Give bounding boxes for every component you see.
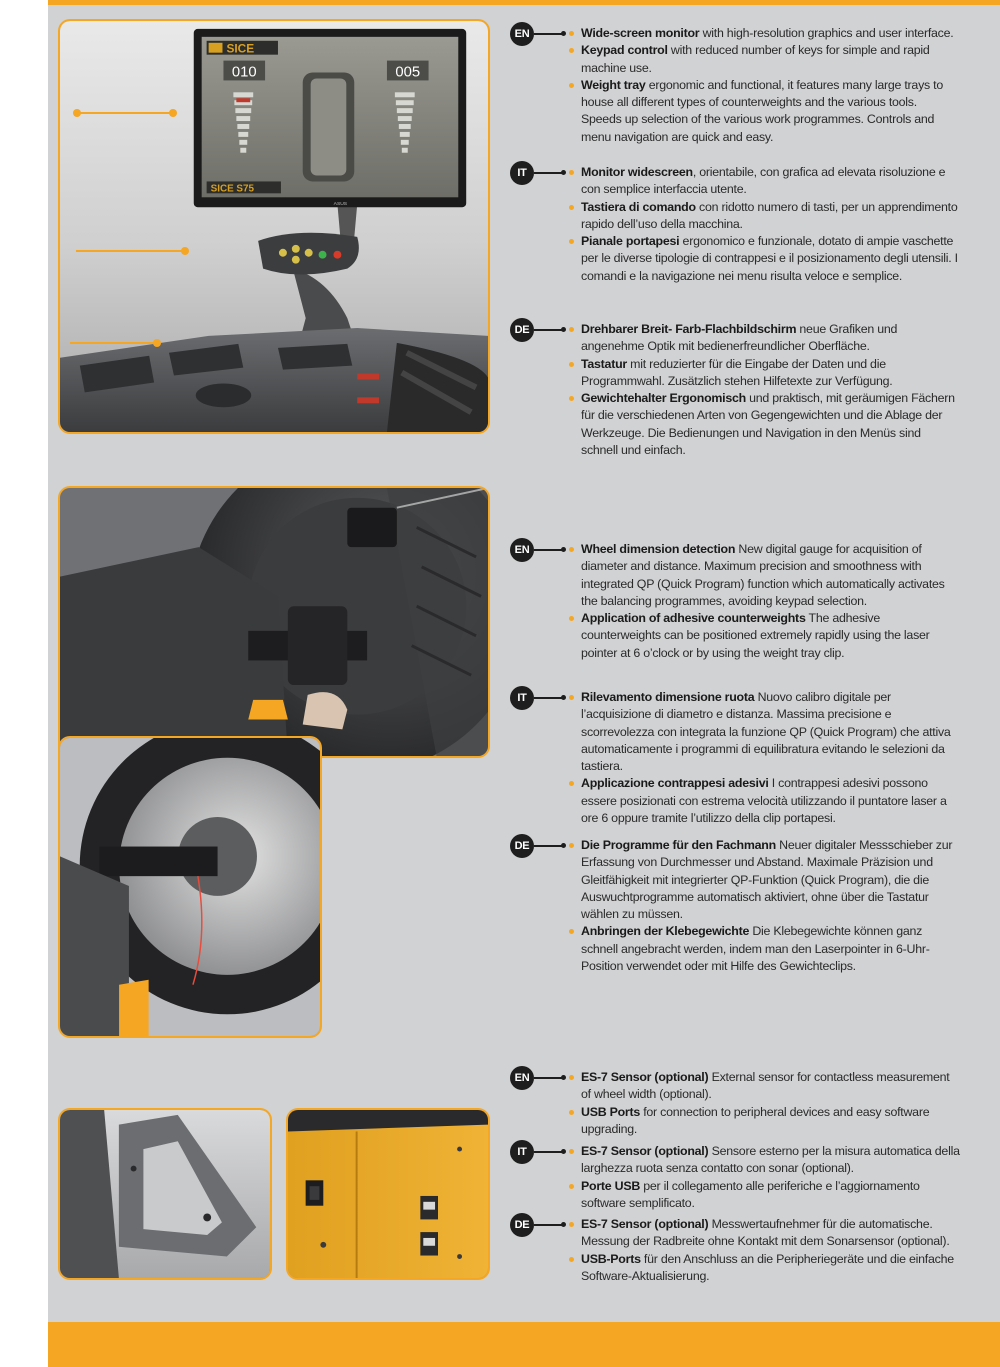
lang-badge-it: IT [510, 686, 534, 710]
item-text: External sensor for contactless measurement of wheel width (optional). [581, 1070, 950, 1102]
bullet-list [568, 321, 960, 459]
list-item [568, 321, 960, 356]
monitor-make: ASUS [333, 202, 348, 208]
section3-en-block [510, 1069, 960, 1138]
item-title: Weight tray [581, 77, 646, 92]
section2-de-block [510, 837, 960, 975]
item-title: Anbringen der Klebegewichte [581, 924, 750, 939]
section1-de-block [510, 321, 960, 459]
item-text: mit reduzierter für die Eingabe der Daten und die Programmwahl. Zusätzlich stehen Hilfetexte zur Verfügung. [581, 356, 893, 388]
item-title: USB-Ports [581, 1251, 641, 1266]
list-item [568, 390, 960, 459]
item-title: Application of adhesive counterweights [581, 611, 806, 626]
item-text: Messwertaufnehmer für die automatische. Messung der Radbreite ohne Kontakt mit dem Sonarsensor (optional). [581, 1217, 950, 1249]
list-item [568, 25, 960, 42]
bullet-list [568, 837, 960, 975]
item-text: neue Grafiken und angenehme Optik mit bedienerfreundlicher Oberfläche. [581, 322, 898, 354]
item-text: Die Klebegewichte können ganz schnell angebracht werden, indem man den Laserpointer in 6-Uhr-Position verwendet oder mit Hilfe des Gewichteclips. [581, 924, 930, 974]
bullet-list [568, 689, 960, 827]
monitor-right-value: 005 [395, 64, 421, 81]
item-title: Keypad control [581, 43, 668, 58]
bullet-list [568, 25, 960, 146]
item-text: und praktisch, mit geräumigen Fächern für die verschiedenen Arten von Gegengewichten und die Ablage der Werkzeuge. Die Bedienungen und Navigation in den Menüs sind schnell und einfach. [581, 391, 955, 458]
list-item [568, 356, 960, 391]
bullet-list [568, 1216, 960, 1285]
list-item [568, 1143, 960, 1178]
list-item [568, 775, 960, 827]
item-text: New digital gauge for acquisition of diameter and distance. Maximum precision and smoothness with integrated QP (Quick Program) function which automatically activates the balancing programmes, avoiding keypad selection. [581, 542, 945, 608]
pointer-monitor [76, 112, 174, 114]
item-title: ES-7 Sensor (optional) [581, 1144, 709, 1158]
monitor-left-value: 010 [231, 64, 257, 81]
photo-wheel-dimension-gauge [58, 486, 490, 758]
item-title: Pianale portapesi [581, 234, 680, 249]
item-title: Wheel dimension detection [581, 542, 736, 556]
item-title: Drehbarer Breit- Farb-Flachbildschirm [581, 322, 797, 336]
item-title: Tastiera di comando [581, 199, 696, 214]
section3-de-block [510, 1216, 960, 1285]
list-item [568, 199, 960, 234]
item-title: ES-7 Sensor (optional) [581, 1217, 709, 1231]
lang-badge-it: IT [510, 1140, 534, 1164]
lang-badge-de: DE [510, 1213, 534, 1237]
item-text: , orientabile, con grafica ad elevata risoluzione e con semplice interfaccia utente. [581, 165, 946, 197]
item-text: con ridotto numero di tasti, per un apprendimento rapido dell’uso della macchina. [581, 199, 958, 231]
bullet-list [568, 1069, 960, 1138]
list-item [568, 923, 960, 975]
item-title: Porte USB [581, 1178, 641, 1193]
item-title: Applicazione contrappesi adesivi [581, 776, 769, 791]
section2-it-block [510, 689, 960, 827]
item-text: Nuovo calibro digitale per l’acquisizione di diametro e distanza. Massima precisione e scorrevolezza con integrata la funzione QP (Quick Program) che attiva automaticamente i programmi di equilibratura evitando le selezioni da tastiera. [581, 690, 951, 774]
bottom-accent-bar [48, 1322, 1000, 1367]
section1-en-block [510, 25, 960, 146]
item-text: I contrappesi adesivi possono essere posizionati con estrema velocità utilizzando il puntatore laser a ore 6 oppure tramite l’utilizzo della clip portapesi. [581, 776, 947, 826]
lang-badge-en: EN [510, 22, 534, 46]
item-title: ES-7 Sensor (optional) [581, 1070, 709, 1084]
list-item [568, 541, 960, 610]
item-text: for connection to peripheral devices and easy software upgrading. [581, 1104, 930, 1136]
item-title: Rilevamento dimensione ruota [581, 690, 755, 704]
top-accent-stripe [48, 0, 1000, 5]
item-text: with high-resolution graphics and user interface. [699, 26, 954, 40]
list-item [568, 1178, 960, 1213]
pointer-keypad [76, 250, 186, 252]
photo-monitor-keypad-tray [58, 19, 490, 434]
photo-laser-pointer-wheel [58, 736, 322, 1038]
lang-connector [534, 1224, 564, 1226]
section1-it-block [510, 164, 960, 285]
bullet-list [568, 1143, 960, 1212]
section3-it-block [510, 1143, 960, 1212]
lang-badge-en: EN [510, 1066, 534, 1090]
lang-connector [534, 845, 564, 847]
lang-connector [534, 697, 564, 699]
pointer-tray [70, 342, 158, 344]
monitor-brand: SICE [226, 41, 255, 56]
list-item [568, 1104, 960, 1139]
lang-badge-de: DE [510, 318, 534, 342]
item-text: ergonomic and functional, it features many large trays to house all different types of counterweights and the various tools. Speeds up selection of the various work programmes. Controls and menu navigation are quick and easy. [581, 77, 943, 144]
item-text: with reduced number of keys for simple and rapid machine use. [581, 43, 930, 75]
list-item [568, 1069, 960, 1104]
list-item [568, 77, 960, 146]
lang-badge-it: IT [510, 161, 534, 185]
list-item [568, 1216, 960, 1251]
item-text: Sensore esterno per la misura automatica della larghezza ruota senza contatto con sonar (optional). [581, 1144, 960, 1176]
item-text: Neuer digitaler Messschieber zur Erfassung von Durchmesser und Abstand. Maximale Präzision und Gleitfähigkeit mit integrierter QP-Funktion (Quick Program), die die Auswuchtprogramme automatisch aktiviert, ohne über die Tastatur wählen zu müssen. [581, 838, 953, 922]
photo-usb-ports [286, 1108, 490, 1280]
lang-connector [534, 549, 564, 551]
item-text: ergonomico e funzionale, dotato di ampie vaschette per le diverse tipologie di contrappesi e il posizionamento degli utensili. I comandi e la navigazione nei menu risulta veloce e semplice. [581, 234, 958, 283]
item-text: für den Anschluss an die Peripheriegeräte und die einfache Software-Aktualisierung. [581, 1251, 954, 1283]
section2-en-block [510, 541, 960, 662]
list-item [568, 1251, 960, 1286]
lang-connector [534, 172, 564, 174]
photo-es7-sensor [58, 1108, 272, 1280]
list-item [568, 689, 960, 775]
list-item [568, 610, 960, 662]
bullet-list [568, 541, 960, 662]
lang-connector [534, 329, 564, 331]
item-title: USB Ports [581, 1104, 641, 1119]
list-item [568, 837, 960, 923]
list-item [568, 164, 960, 199]
item-title: Tastatur [581, 356, 627, 371]
lang-connector [534, 1077, 564, 1079]
item-title: Die Programme für den Fachmann [581, 838, 776, 852]
item-text: per il collegamento alle periferiche e l’aggiornamento software semplificato. [581, 1178, 920, 1210]
list-item [568, 42, 960, 77]
lang-badge-de: DE [510, 834, 534, 858]
item-title: Gewichtehalter Ergonomisch [581, 391, 746, 406]
item-title: Wide-screen monitor [581, 26, 700, 40]
lang-badge-en: EN [510, 538, 534, 562]
monitor-model: SICE S75 [210, 183, 255, 195]
item-text: The adhesive counterweights can be positioned extremely rapidly using the laser pointer at 6 o’clock or by using the weight tray clip. [581, 611, 930, 660]
bullet-list [568, 164, 960, 285]
lang-connector [534, 33, 564, 35]
lang-connector [534, 1151, 564, 1153]
list-item [568, 233, 960, 285]
item-title: Monitor widescreen [581, 165, 693, 179]
